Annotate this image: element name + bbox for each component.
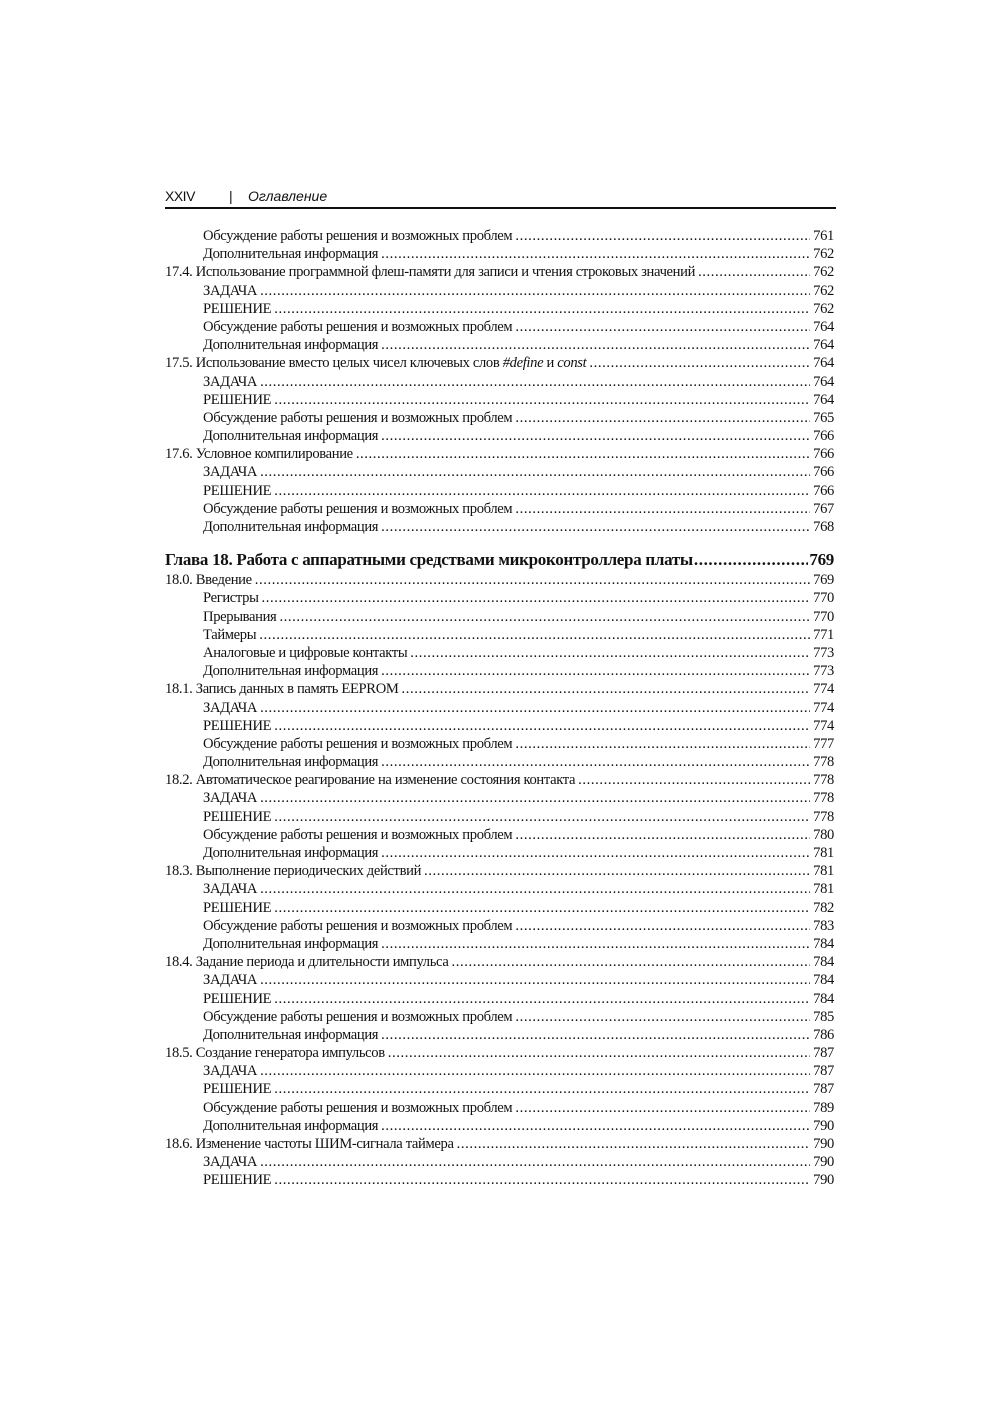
toc-subsection-entry[interactable] — [165, 935, 834, 953]
toc-entry-title: ЗАДАЧА — [203, 699, 258, 716]
toc-subsection-entry[interactable] — [165, 1099, 834, 1117]
toc-section-entry[interactable] — [165, 354, 834, 372]
toc-entry-title: Дополнительная информация — [203, 754, 379, 771]
toc-entry-title: Прерывания — [203, 608, 277, 625]
toc-entry-title: 18.5. Создание генератора импульсов — [165, 1045, 385, 1062]
toc-entry-title: Обсуждение работы решения и возможных проблем — [203, 1099, 513, 1116]
toc-entry-page: 770 — [813, 590, 834, 607]
toc-subsection-entry[interactable] — [165, 644, 834, 662]
dot-leader — [260, 1062, 810, 1080]
toc-entry-page: 764 — [813, 355, 834, 372]
dot-leader — [515, 1099, 810, 1117]
toc-subsection-entry[interactable] — [165, 482, 834, 500]
toc-entry-page: 774 — [813, 681, 834, 698]
toc-entry-title: РЕШЕНИЕ — [203, 482, 272, 499]
toc-subsection-entry[interactable] — [165, 662, 834, 680]
toc-entry-title: Дополнительная информация — [203, 935, 379, 952]
toc-subsection-entry[interactable] — [165, 808, 834, 826]
toc-entry-title: 17.6. Условное компилирование — [165, 446, 353, 463]
dot-leader — [515, 826, 810, 844]
table-of-contents — [165, 227, 834, 1190]
dot-leader — [388, 1044, 810, 1062]
toc-entry-page: 771 — [813, 626, 834, 643]
dot-leader — [381, 518, 810, 536]
toc-subsection-entry[interactable] — [165, 282, 834, 300]
dot-leader — [274, 300, 810, 318]
toc-entry-title: Обсуждение работы решения и возможных проблем — [203, 735, 513, 752]
toc-subsection-entry[interactable] — [165, 373, 834, 391]
toc-entry-page: 778 — [813, 790, 834, 807]
toc-subsection-entry[interactable] — [165, 1008, 834, 1026]
toc-entry-page: 784 — [813, 990, 834, 1007]
dot-leader — [515, 318, 810, 336]
toc-section-entry[interactable] — [165, 862, 834, 880]
toc-subsection-entry[interactable] — [165, 844, 834, 862]
toc-entry-title: ЗАДАЧА — [203, 790, 258, 807]
page-number: XXIV — [165, 188, 195, 204]
toc-subsection-entry[interactable] — [165, 789, 834, 807]
toc-subsection-entry[interactable] — [165, 518, 834, 536]
toc-entry-title: РЕШЕНИЕ — [203, 899, 272, 916]
toc-entry-page: 769 — [813, 572, 834, 589]
dot-leader — [260, 699, 810, 717]
dot-leader — [515, 735, 810, 753]
toc-subsection-entry[interactable] — [165, 826, 834, 844]
toc-entry-page: 766 — [813, 482, 834, 499]
toc-entry-page: 765 — [813, 409, 834, 426]
toc-entry-title: Обсуждение работы решения и возможных проблем — [203, 500, 513, 517]
toc-subsection-entry[interactable] — [165, 880, 834, 898]
toc-entry-page: 764 — [813, 373, 834, 390]
toc-entry-page: 786 — [813, 1026, 834, 1043]
toc-entry-page: 783 — [813, 917, 834, 934]
toc-subsection-entry[interactable] — [165, 899, 834, 917]
toc-entry-page: 781 — [813, 881, 834, 898]
toc-entry-title: РЕШЕНИЕ — [203, 990, 272, 1007]
toc-entry-page: 773 — [813, 644, 834, 661]
dot-leader — [260, 880, 810, 898]
toc-entry-title: Дополнительная информация — [203, 337, 379, 354]
dot-leader — [274, 391, 810, 409]
dot-leader — [578, 771, 810, 789]
dot-leader — [259, 626, 810, 644]
toc-entry-page: 762 — [813, 300, 834, 317]
toc-entry-title: ЗАДАЧА — [203, 282, 258, 299]
header-rule — [165, 207, 836, 209]
toc-entry-title: РЕШЕНИЕ — [203, 300, 272, 317]
dot-leader — [262, 589, 811, 607]
toc-subsection-entry[interactable] — [165, 300, 834, 318]
toc-entry-page: 774 — [813, 699, 834, 716]
toc-subsection-entry[interactable] — [165, 227, 834, 245]
dot-leader — [381, 336, 810, 354]
dot-leader — [260, 789, 810, 807]
toc-subsection-entry[interactable] — [165, 409, 834, 427]
toc-entry-title: 18.3. Выполнение периодических действий — [165, 863, 422, 880]
toc-subsection-entry[interactable] — [165, 1153, 834, 1171]
dot-leader — [515, 500, 810, 518]
dot-leader — [381, 427, 810, 445]
toc-entry-title: 18.0. Введение — [165, 572, 252, 589]
toc-subsection-entry[interactable] — [165, 245, 834, 263]
toc-entry-page: 778 — [813, 808, 834, 825]
dot-leader — [260, 463, 810, 481]
dot-leader — [356, 445, 810, 463]
dot-leader — [451, 953, 810, 971]
toc-entry-title: Дополнительная информация — [203, 519, 379, 535]
dot-leader — [515, 917, 810, 935]
toc-subsection-entry[interactable] — [165, 1171, 834, 1189]
toc-entry-title: РЕШЕНИЕ — [203, 391, 272, 408]
toc-entry-title: Дополнительная информация — [203, 246, 379, 263]
dot-leader — [515, 409, 810, 427]
toc-entry-page: 762 — [813, 246, 834, 263]
dot-leader — [260, 373, 810, 391]
header-title: Оглавление — [248, 188, 328, 204]
toc-entry-title: 17.5. Использование вместо целых чисел ключевых слов #define и const — [165, 355, 587, 372]
toc-subsection-entry[interactable] — [165, 1026, 834, 1044]
toc-subsection-entry[interactable] — [165, 427, 834, 445]
toc-entry-page: 787 — [813, 1045, 834, 1062]
dot-leader — [457, 1135, 811, 1153]
toc-subsection-entry[interactable] — [165, 971, 834, 989]
toc-subsection-entry[interactable] — [165, 608, 834, 626]
toc-subsection-entry[interactable] — [165, 463, 834, 481]
toc-subsection-entry[interactable] — [165, 699, 834, 717]
toc-entry-page: 770 — [813, 608, 834, 625]
toc-section-entry[interactable] — [165, 771, 834, 789]
dot-leader — [274, 717, 810, 735]
toc-subsection-entry[interactable] — [165, 500, 834, 518]
dot-leader — [274, 1080, 810, 1098]
running-header — [165, 186, 835, 206]
dot-leader — [381, 1117, 810, 1135]
toc-entry-title: ЗАДАЧА — [203, 1154, 258, 1171]
toc-entry-page: 769 — [809, 550, 834, 570]
toc-entry-title: РЕШЕНИЕ — [203, 1172, 272, 1189]
dot-leader — [274, 808, 810, 826]
dot-leader — [410, 644, 810, 662]
toc-entry-page: 761 — [813, 228, 834, 244]
toc-entry-page: 790 — [813, 1117, 834, 1134]
dot-leader — [274, 482, 810, 500]
toc-chapter-entry[interactable] — [165, 549, 834, 571]
toc-subsection-entry[interactable] — [165, 336, 834, 354]
toc-entry-page: 787 — [813, 1081, 834, 1098]
toc-section-entry[interactable] — [165, 680, 834, 698]
toc-entry-page: 766 — [813, 464, 834, 481]
toc-section-entry[interactable] — [165, 1044, 834, 1062]
dot-leader — [402, 680, 811, 698]
toc-entry-title: 18.2. Автоматическое реагирование на изменение состояния контакта — [165, 772, 576, 789]
toc-entry-page: 789 — [813, 1099, 834, 1116]
toc-subsection-entry[interactable] — [165, 917, 834, 935]
toc-entry-page: 777 — [813, 735, 834, 752]
toc-entry-title: Обсуждение работы решения и возможных проблем — [203, 917, 513, 934]
toc-subsection-entry[interactable] — [165, 717, 834, 735]
dot-leader — [381, 935, 810, 953]
toc-entry-page: 780 — [813, 826, 834, 843]
toc-entry-page: 764 — [813, 337, 834, 354]
toc-section-entry[interactable] — [165, 953, 834, 971]
toc-entry-title: 18.1. Запись данных в память EEPROM — [165, 681, 399, 698]
dot-leader — [424, 862, 810, 880]
dot-leader — [274, 1171, 810, 1189]
toc-entry-title: Дополнительная информация — [203, 1026, 379, 1043]
toc-entry-page: 767 — [813, 500, 834, 517]
toc-entry-page: 787 — [813, 1063, 834, 1080]
toc-entry-page: 768 — [813, 519, 834, 535]
dot-leader — [381, 844, 810, 862]
dot-leader — [255, 571, 810, 589]
toc-entry-title: Обсуждение работы решения и возможных проблем — [203, 318, 513, 335]
toc-entry-title: ЗАДАЧА — [203, 464, 258, 481]
dot-leader — [589, 354, 810, 372]
toc-entry-page: 785 — [813, 1008, 834, 1025]
toc-entry-page: 773 — [813, 663, 834, 680]
toc-entry-title: Дополнительная информация — [203, 663, 379, 680]
toc-subsection-entry[interactable] — [165, 1080, 834, 1098]
toc-entry-page: 784 — [813, 935, 834, 952]
toc-entry-title: Обсуждение работы решения и возможных проблем — [203, 826, 513, 843]
toc-entry-title: ЗАДАЧА — [203, 972, 258, 989]
toc-entry-page: 781 — [813, 845, 834, 861]
dot-leader — [274, 899, 810, 917]
toc-subsection-entry[interactable] — [165, 391, 834, 409]
toc-entry-title: Таймеры — [203, 626, 257, 643]
dot-leader — [381, 1026, 810, 1044]
dot-leader — [381, 245, 810, 263]
toc-entry-title: ЗАДАЧА — [203, 373, 258, 390]
toc-entry-title: Обсуждение работы решения и возможных проблем — [203, 409, 513, 426]
dot-leader — [381, 753, 810, 771]
toc-entry-title: Регистры — [203, 590, 259, 607]
dot-leader — [260, 282, 810, 300]
toc-entry-page: 790 — [813, 1136, 834, 1152]
toc-subsection-entry[interactable] — [165, 589, 834, 607]
dot-leader — [381, 662, 810, 680]
toc-entry-page: 764 — [813, 391, 834, 408]
toc-subsection-entry[interactable] — [165, 626, 834, 644]
toc-entry-title: ЗАДАЧА — [203, 1063, 258, 1080]
toc-entry-title: Обсуждение работы решения и возможных проблем — [203, 228, 513, 244]
toc-entry-page: 766 — [813, 446, 834, 463]
toc-subsection-entry[interactable] — [165, 1062, 834, 1080]
toc-entry-page: 782 — [813, 899, 834, 916]
dot-leader — [515, 1008, 810, 1026]
toc-entry-title: РЕШЕНИЕ — [203, 808, 272, 825]
toc-subsection-entry[interactable] — [165, 753, 834, 771]
toc-entry-page: 784 — [813, 972, 834, 989]
toc-entry-page: 764 — [813, 318, 834, 335]
toc-entry-title: Дополнительная информация — [203, 845, 379, 861]
toc-entry-page: 781 — [813, 863, 834, 880]
toc-entry-page: 784 — [813, 954, 834, 971]
dot-leader — [694, 549, 809, 571]
dot-leader — [698, 263, 810, 281]
toc-entry-title: Аналоговые и цифровые контакты — [203, 644, 408, 661]
toc-entry-page: 762 — [813, 264, 834, 281]
toc-entry-title: 17.4. Использование программной флеш-памяти для записи и чтения строковых значений — [165, 264, 696, 281]
toc-entry-title: РЕШЕНИЕ — [203, 1081, 272, 1098]
header-separator: | — [229, 188, 233, 204]
toc-entry-title: Дополнительная информация — [203, 428, 379, 445]
toc-entry-title: Дополнительная информация — [203, 1117, 379, 1134]
toc-entry-title: Глава 18. Работа с аппаратными средствами микроконтроллера платы — [165, 550, 693, 570]
toc-section-entry[interactable] — [165, 263, 834, 281]
toc-subsection-entry[interactable] — [165, 735, 834, 753]
toc-subsection-entry[interactable] — [165, 990, 834, 1008]
toc-entry-page: 778 — [813, 754, 834, 771]
dot-leader — [260, 971, 810, 989]
dot-leader — [279, 608, 810, 626]
toc-subsection-entry[interactable] — [165, 318, 834, 336]
dot-leader — [515, 227, 810, 245]
toc-entry-title: ЗАДАЧА — [203, 881, 258, 898]
toc-entry-page: 778 — [813, 772, 834, 789]
toc-entry-page: 766 — [813, 428, 834, 445]
toc-entry-title: РЕШЕНИЕ — [203, 717, 272, 734]
toc-section-entry[interactable] — [165, 571, 834, 589]
toc-section-entry[interactable] — [165, 445, 834, 463]
toc-entry-title: 18.6. Изменение частоты ШИМ-сигнала таймера — [165, 1136, 454, 1152]
dot-leader — [260, 1153, 810, 1171]
toc-entry-page: 790 — [813, 1154, 834, 1171]
toc-subsection-entry[interactable] — [165, 1117, 834, 1135]
toc-entry-title: Обсуждение работы решения и возможных проблем — [203, 1008, 513, 1025]
toc-entry-page: 774 — [813, 717, 834, 734]
toc-entry-title: 18.4. Задание периода и длительности импульса — [165, 954, 449, 971]
dot-leader — [274, 990, 810, 1008]
toc-entry-page: 762 — [813, 282, 834, 299]
toc-section-entry[interactable] — [165, 1135, 834, 1153]
toc-entry-page: 790 — [813, 1172, 834, 1189]
